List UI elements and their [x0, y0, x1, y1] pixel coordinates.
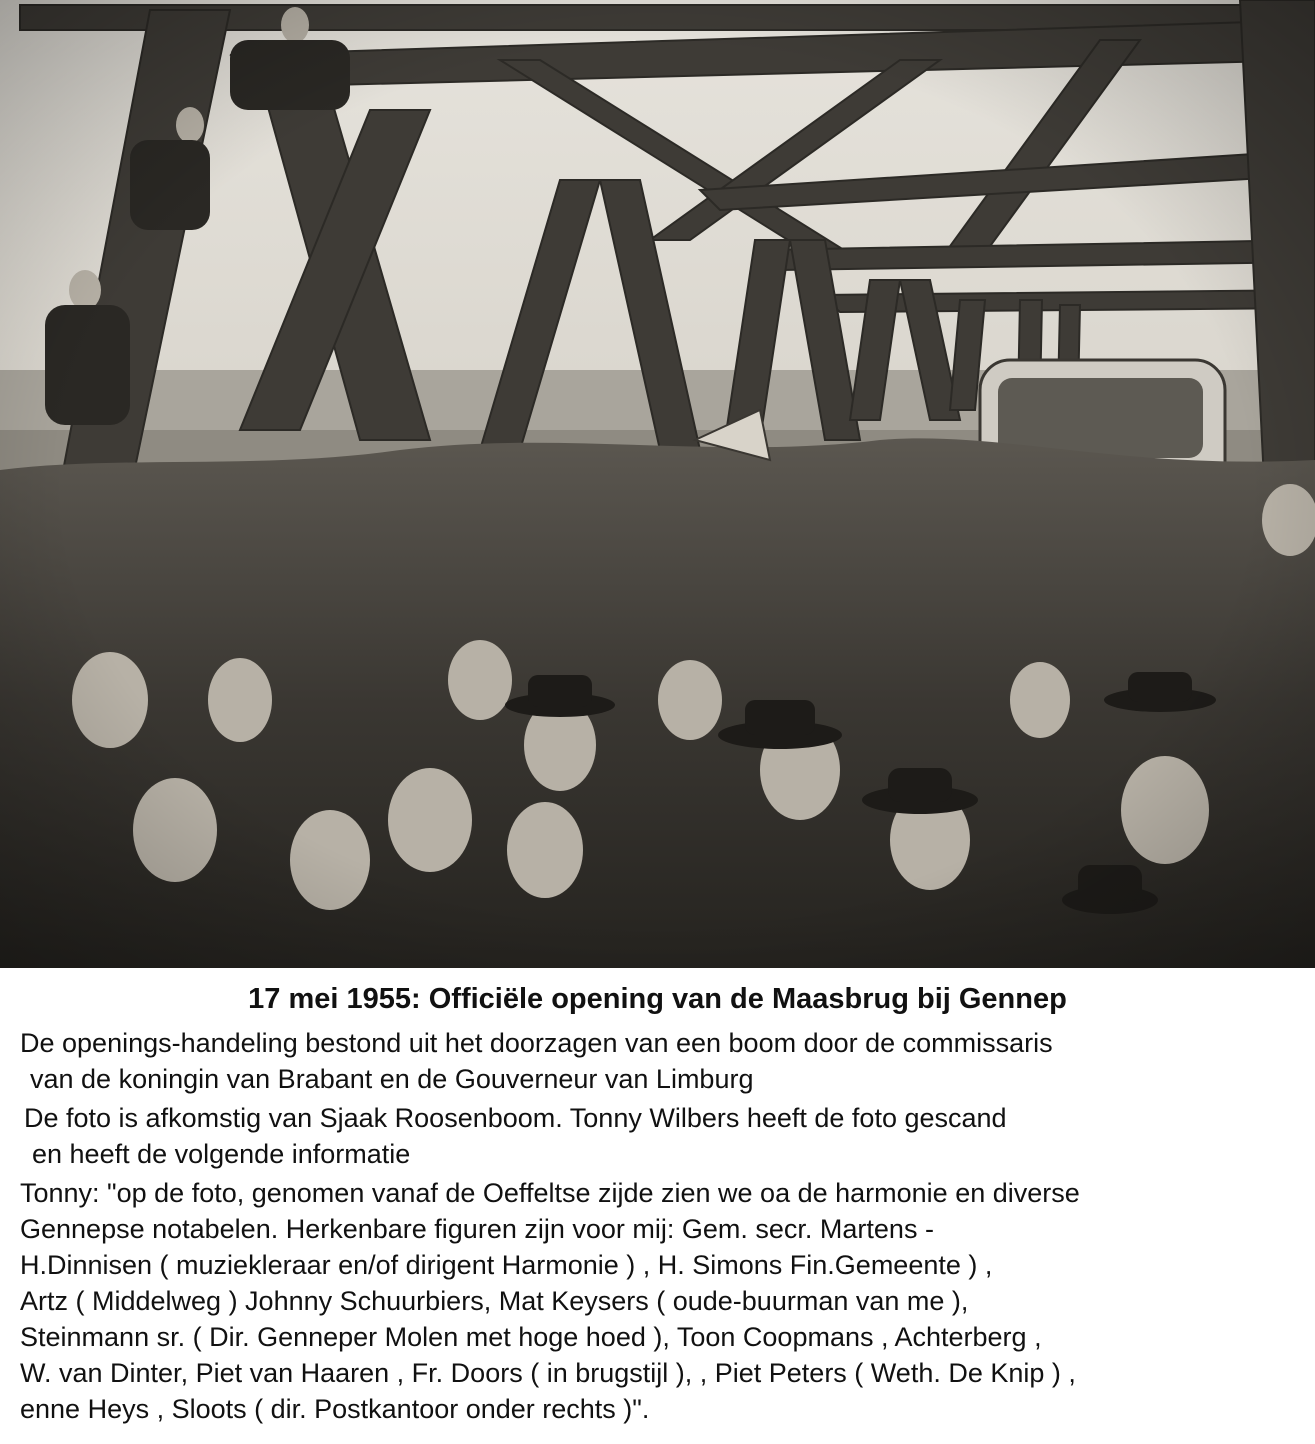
caption-line: Tonny: "op de foto, genomen vanaf de Oeffeltse zijde zien we oa de harmonie en diverse — [20, 1178, 1080, 1208]
caption-line: H.Dinnisen ( muziekleraar en/of dirigent Harmonie ) , H. Simons Fin.Gemeente ) , — [20, 1250, 993, 1280]
caption-line: Steinmann sr. ( Dir. Genneper Molen met hoge hoed ), Toon Coopmans , Achterberg , — [20, 1322, 1042, 1352]
caption-line: enne Heys , Sloots ( dir. Postkantoor onder rechts )". — [20, 1394, 650, 1424]
caption — [0, 968, 1315, 1444]
caption-line: Gennepse notabelen. Herkenbare figuren zijn voor mij: Gem. secr. Martens - — [20, 1214, 934, 1244]
caption-title: 17 mei 1955: Officiële opening van de Maasbrug bij Gennep — [248, 983, 1067, 1015]
caption-line: van de koningin van Brabant en de Gouverneur van Limburg — [30, 1064, 754, 1094]
caption-line: De openings-handeling bestond uit het doorzagen van een boom door de commissaris — [20, 1028, 1053, 1058]
caption-line: W. van Dinter, Piet van Haaren , Fr. Doors ( in brugstijl ), , Piet Peters ( Weth. De Knip ) , — [20, 1358, 1076, 1388]
caption-line: en heeft de volgende informatie — [32, 1139, 411, 1169]
caption-line: De foto is afkomstig van Sjaak Roosenboom. Tonny Wilbers heeft de foto gescand — [24, 1103, 1007, 1133]
caption-line: Artz ( Middelweg ) Johnny Schuurbiers, Mat Keysers ( oude-buurman van me ), — [20, 1286, 969, 1316]
